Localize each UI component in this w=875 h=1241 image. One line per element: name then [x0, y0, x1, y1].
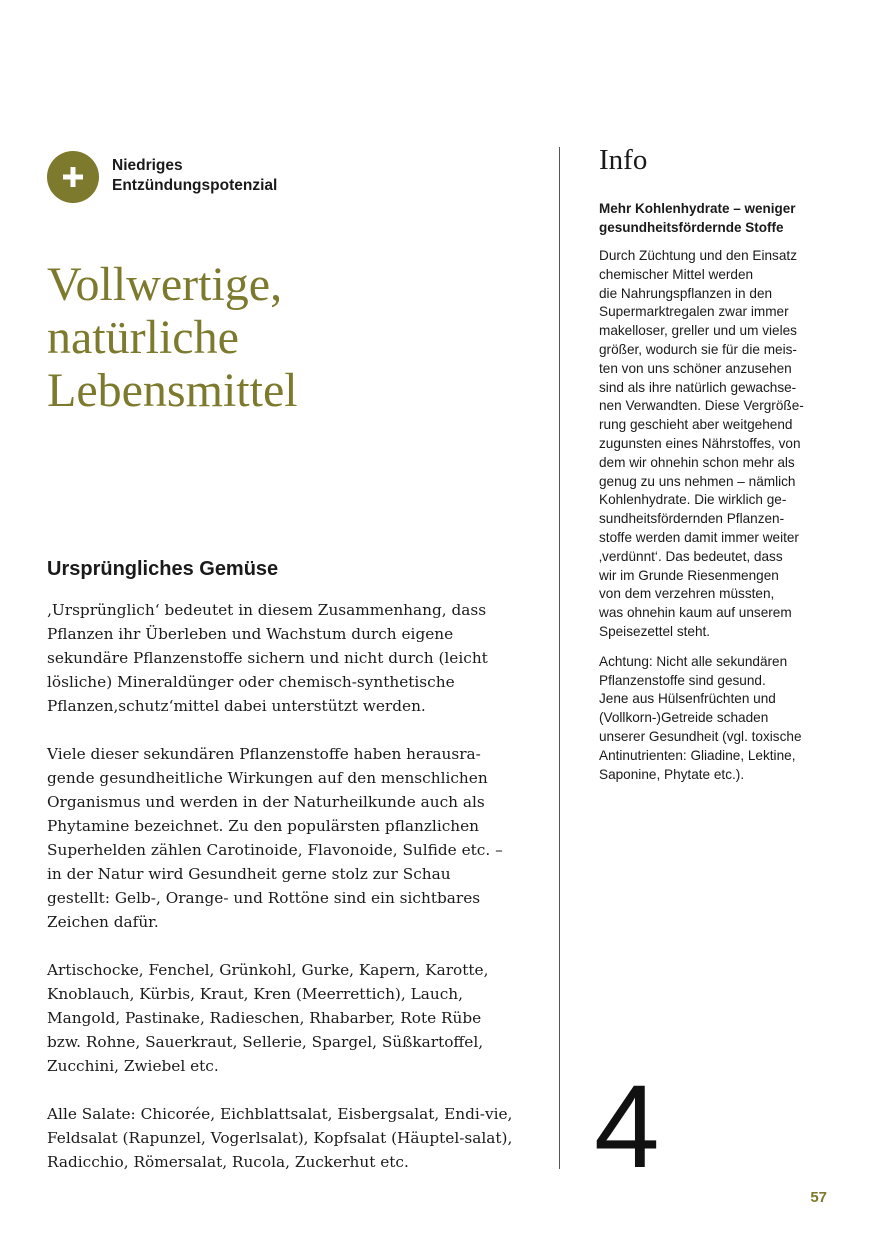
- info-title: Info: [599, 144, 648, 176]
- info-line: größer, wodurch sie für die meis-: [599, 341, 797, 357]
- title-line: Vollwertige,: [47, 258, 283, 311]
- info-line: Kohlenhydrate. Die wirklich ge-: [599, 492, 787, 508]
- body-paragraph: ‚Ursprünglich‘ bedeutet in diesem Zusammenhang, dass Pflanzen ihr Überleben und Wachstum durch eigene sekundäre Pflanzenstoffe sichern und nicht durch (leicht lösliche) Mineraldünger oder chemisch-synthetische Pflanzen‚schutz‘mittel dabei unterstützt werden.: [47, 601, 488, 715]
- column-divider: [559, 147, 560, 1169]
- info-subtitle-line: Mehr Kohlenhydrate – weniger: [599, 201, 796, 216]
- section-heading: Ursprüngliches Gemüse: [47, 558, 279, 580]
- chapter-number: 4: [594, 1061, 660, 1193]
- plus-icon: [47, 151, 99, 203]
- page-title: [47, 258, 507, 417]
- info-line: Speisezettel steht.: [599, 623, 711, 639]
- info-line: Saponine, Phytate etc.).: [599, 766, 745, 782]
- info-line: genug zu uns nehmen – nämlich: [599, 473, 796, 489]
- info-subtitle: [599, 199, 839, 237]
- info-text: [599, 247, 839, 795]
- info-line: die Nahrungspflanzen in den: [599, 285, 773, 301]
- info-line: chemischer Mittel werden: [599, 266, 754, 282]
- badge-label-line: Entzündungspotenzial: [112, 177, 278, 194]
- info-line: von dem verzehren müssten,: [599, 586, 775, 602]
- info-line: Pflanzenstoffe sind gesund.: [599, 672, 766, 688]
- body-paragraph: Viele dieser sekundären Pflanzenstoffe haben herausra-gende gesundheitliche Wirkungen auf den menschlichen Organismus und werden in der Naturheilkunde auch als Phytamine bezeichnet. Zu den populärsten pflanzlichen Superhelden zählen Carotinoide, Flavonoide, Sulfide etc. – in der Natur wird Gesundheit gerne stolz zur Schau gestellt: Gelb-, Orange- und Rottöne sind ein sichtbares Zeichen dafür.: [47, 745, 503, 931]
- body-paragraph: Artischocke, Fenchel, Grünkohl, Gurke, Kapern, Karotte, Knoblauch, Kürbis, Kraut, Kren (Meerrettich), Lauch, Mangold, Pastinake, Radieschen, Rhabarber, Rote Rübe bzw. Rohne, Sauerkraut, Sellerie, Spargel, Süßkartoffel, Zucchini, Zwiebel etc.: [47, 961, 489, 1075]
- badge-label: [112, 156, 277, 196]
- info-line: (Vollkorn-)Getreide schaden: [599, 710, 769, 726]
- info-line: nen Verwandten. Diese Vergröße-: [599, 398, 804, 414]
- badge-label-line: Niedriges: [112, 157, 183, 174]
- info-line: wir im Grunde Riesenmengen: [599, 567, 779, 583]
- info-line: sundheitsfördernden Pflanzen-: [599, 511, 785, 527]
- info-line: Jene aus Hülsenfrüchten und: [599, 691, 776, 707]
- info-paragraph: [599, 653, 839, 785]
- info-subtitle-line: gesundheitsfördernde Stoffe: [599, 220, 784, 235]
- info-paragraph: [599, 247, 839, 642]
- info-line: ‚verdünnt‘. Das bedeutet, dass: [599, 548, 783, 564]
- info-line: Durch Züchtung und den Einsatz: [599, 248, 797, 263]
- info-line: unserer Gesundheit (vgl. toxische: [599, 728, 802, 744]
- badge-circle: [47, 151, 99, 203]
- info-line: was ohnehin kaum auf unserem: [599, 605, 792, 621]
- page-number: 57: [810, 1189, 827, 1206]
- info-line: Achtung: Nicht alle sekundären: [599, 653, 788, 669]
- body-text: [47, 598, 517, 1198]
- info-line: stoffe werden damit immer weiter: [599, 529, 799, 545]
- title-line: Lebensmittel: [47, 364, 298, 417]
- info-line: rung geschieht aber weitgehend: [599, 417, 793, 433]
- info-line: Supermarktregalen zwar immer: [599, 304, 789, 320]
- info-line: ten von uns schöner anzusehen: [599, 360, 792, 376]
- info-line: Antinutrienten: Gliadine, Lektine,: [599, 747, 796, 763]
- info-line: sind als ihre natürlich gewachse-: [599, 379, 797, 395]
- title-line: natürliche: [47, 311, 239, 364]
- info-line: zugunsten eines Nährstoffes, von: [599, 435, 801, 451]
- body-paragraph: Alle Salate: Chicorée, Eichblattsalat, Eisbergsalat, Endi-vie, Feldsalat (Rapunzel, Vogerlsalat), Kopfsalat (Häuptel-salat), Radicchio, Römersalat, Rucola, Zuckerhut etc.: [47, 1105, 513, 1171]
- info-line: makelloser, greller und um vieles: [599, 323, 797, 339]
- info-line: dem wir ohnehin schon mehr als: [599, 454, 795, 470]
